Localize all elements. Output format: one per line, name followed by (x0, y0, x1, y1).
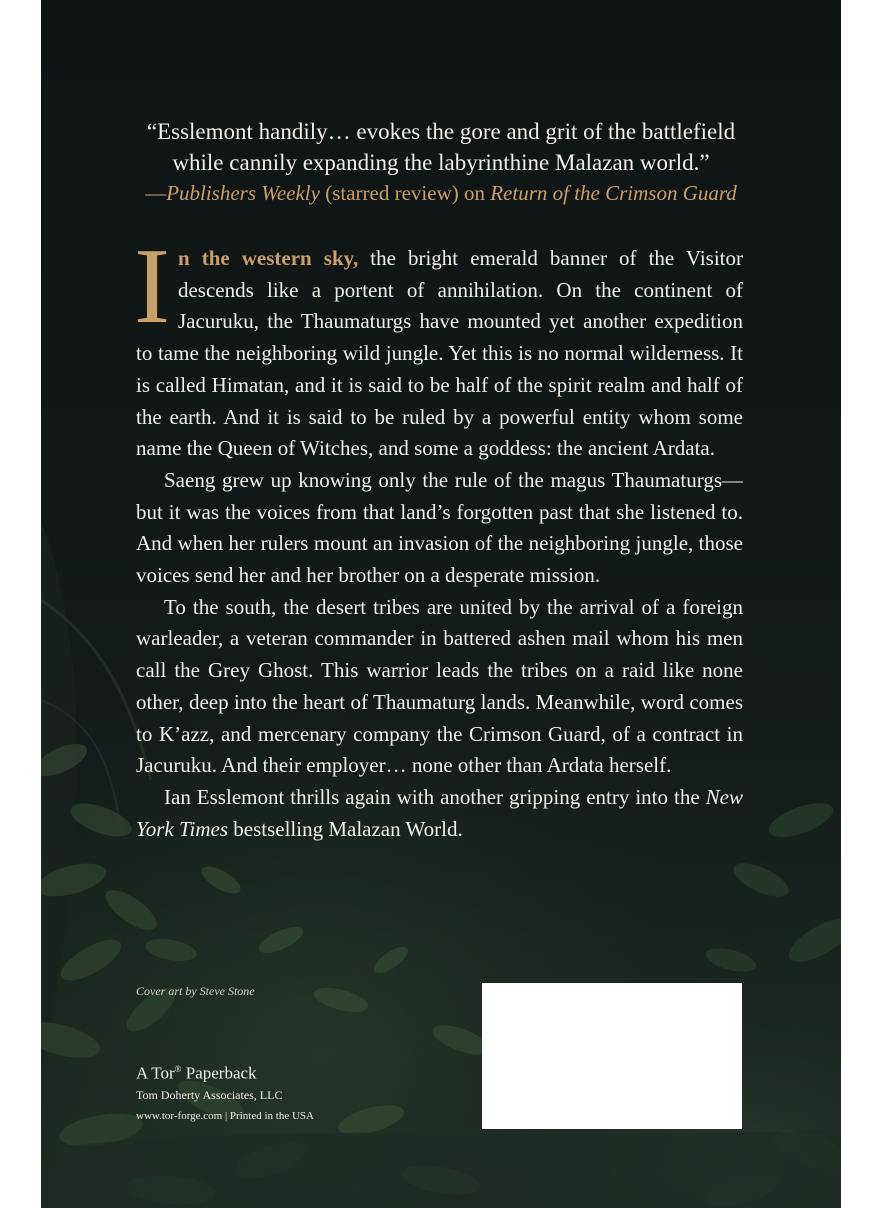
paragraph-4-italic: New York Times (136, 784, 743, 841)
paragraph-4-end: bestselling Malazan World. (228, 816, 463, 841)
quote-line-2: while cannily expanding the labyrinthine Malazan world.” (172, 150, 710, 175)
imprint-line-1 (136, 1058, 314, 1085)
imprint-line-2: Tom Doherty Associates, LLC (136, 1087, 283, 1102)
imprint-tor: A Tor (136, 1063, 175, 1083)
blurb-paragraph-3: To the south, the desert tribes are united by the arrival of a foreign warleader, a veteran commander in battered ashen mail whom his men call the Grey Ghost. This warrior leads the tribes on a raid like none other, deep into the heart of Thaumaturg lands. Meanwhile, word comes to K’azz, and mercenary company the Crimson Guard, of a contract in Jacuruku. And their employer… none other than Ardata herself. (136, 594, 743, 778)
attribution-dash: — (145, 181, 167, 205)
imprint-paperback: Paperback (181, 1063, 257, 1083)
blurb-paragraph-2: Saeng grew up knowing only the rule of the magus Thaumaturgs—but it was the voices from that land’s forgotten past that she listened to. And when her rulers mount an invasion of the neighboring jungle, those voices send her and her brother on a desperate mission. (136, 467, 743, 588)
lead-in: n the western sky, (177, 246, 359, 270)
attribution-publication: Publishers Weekly (166, 181, 320, 205)
quote-line-1: “Esslemont handily… evokes the gore and grit of the battlefield (146, 119, 736, 144)
registered-mark: ® (174, 1064, 182, 1074)
cover-art-credit: Cover art by Steve Stone (136, 984, 255, 998)
paragraph-4-start: Ian Esslemont thrills again with another gripping entry into the (164, 784, 706, 809)
back-cover (41, 0, 841, 1208)
quote-attribution (101, 178, 781, 209)
attribution-book-title: Return of the Crimson Guard (490, 181, 737, 205)
imprint-line-3: www.tor-forge.com | Printed in the USA (136, 1109, 314, 1122)
drop-cap: I (134, 227, 170, 346)
publisher-imprint (136, 1058, 314, 1127)
attribution-review: (starred review) on (319, 181, 491, 205)
blurb-paragraph-4 (136, 782, 743, 845)
paragraph-1-text: the bright emerald banner of the Visitor descends like a portent of annihilation. On the continent of Jacuruku, the Thaumaturgs have mounted yet another expedition to tame the neighboring wild jungle. Yet this is no normal wilderness. It is called Himatan, and it is said to be half of the spirit realm and half of the earth. And it is said to be ruled by a powerful entity whom some name the Queen of Witches, and some a goddess: the ancient Ardata. (136, 246, 743, 461)
blurb-paragraph-1 (134, 227, 743, 465)
blurb (134, 227, 743, 845)
barcode-area (482, 983, 742, 1129)
review-quote (101, 116, 781, 209)
